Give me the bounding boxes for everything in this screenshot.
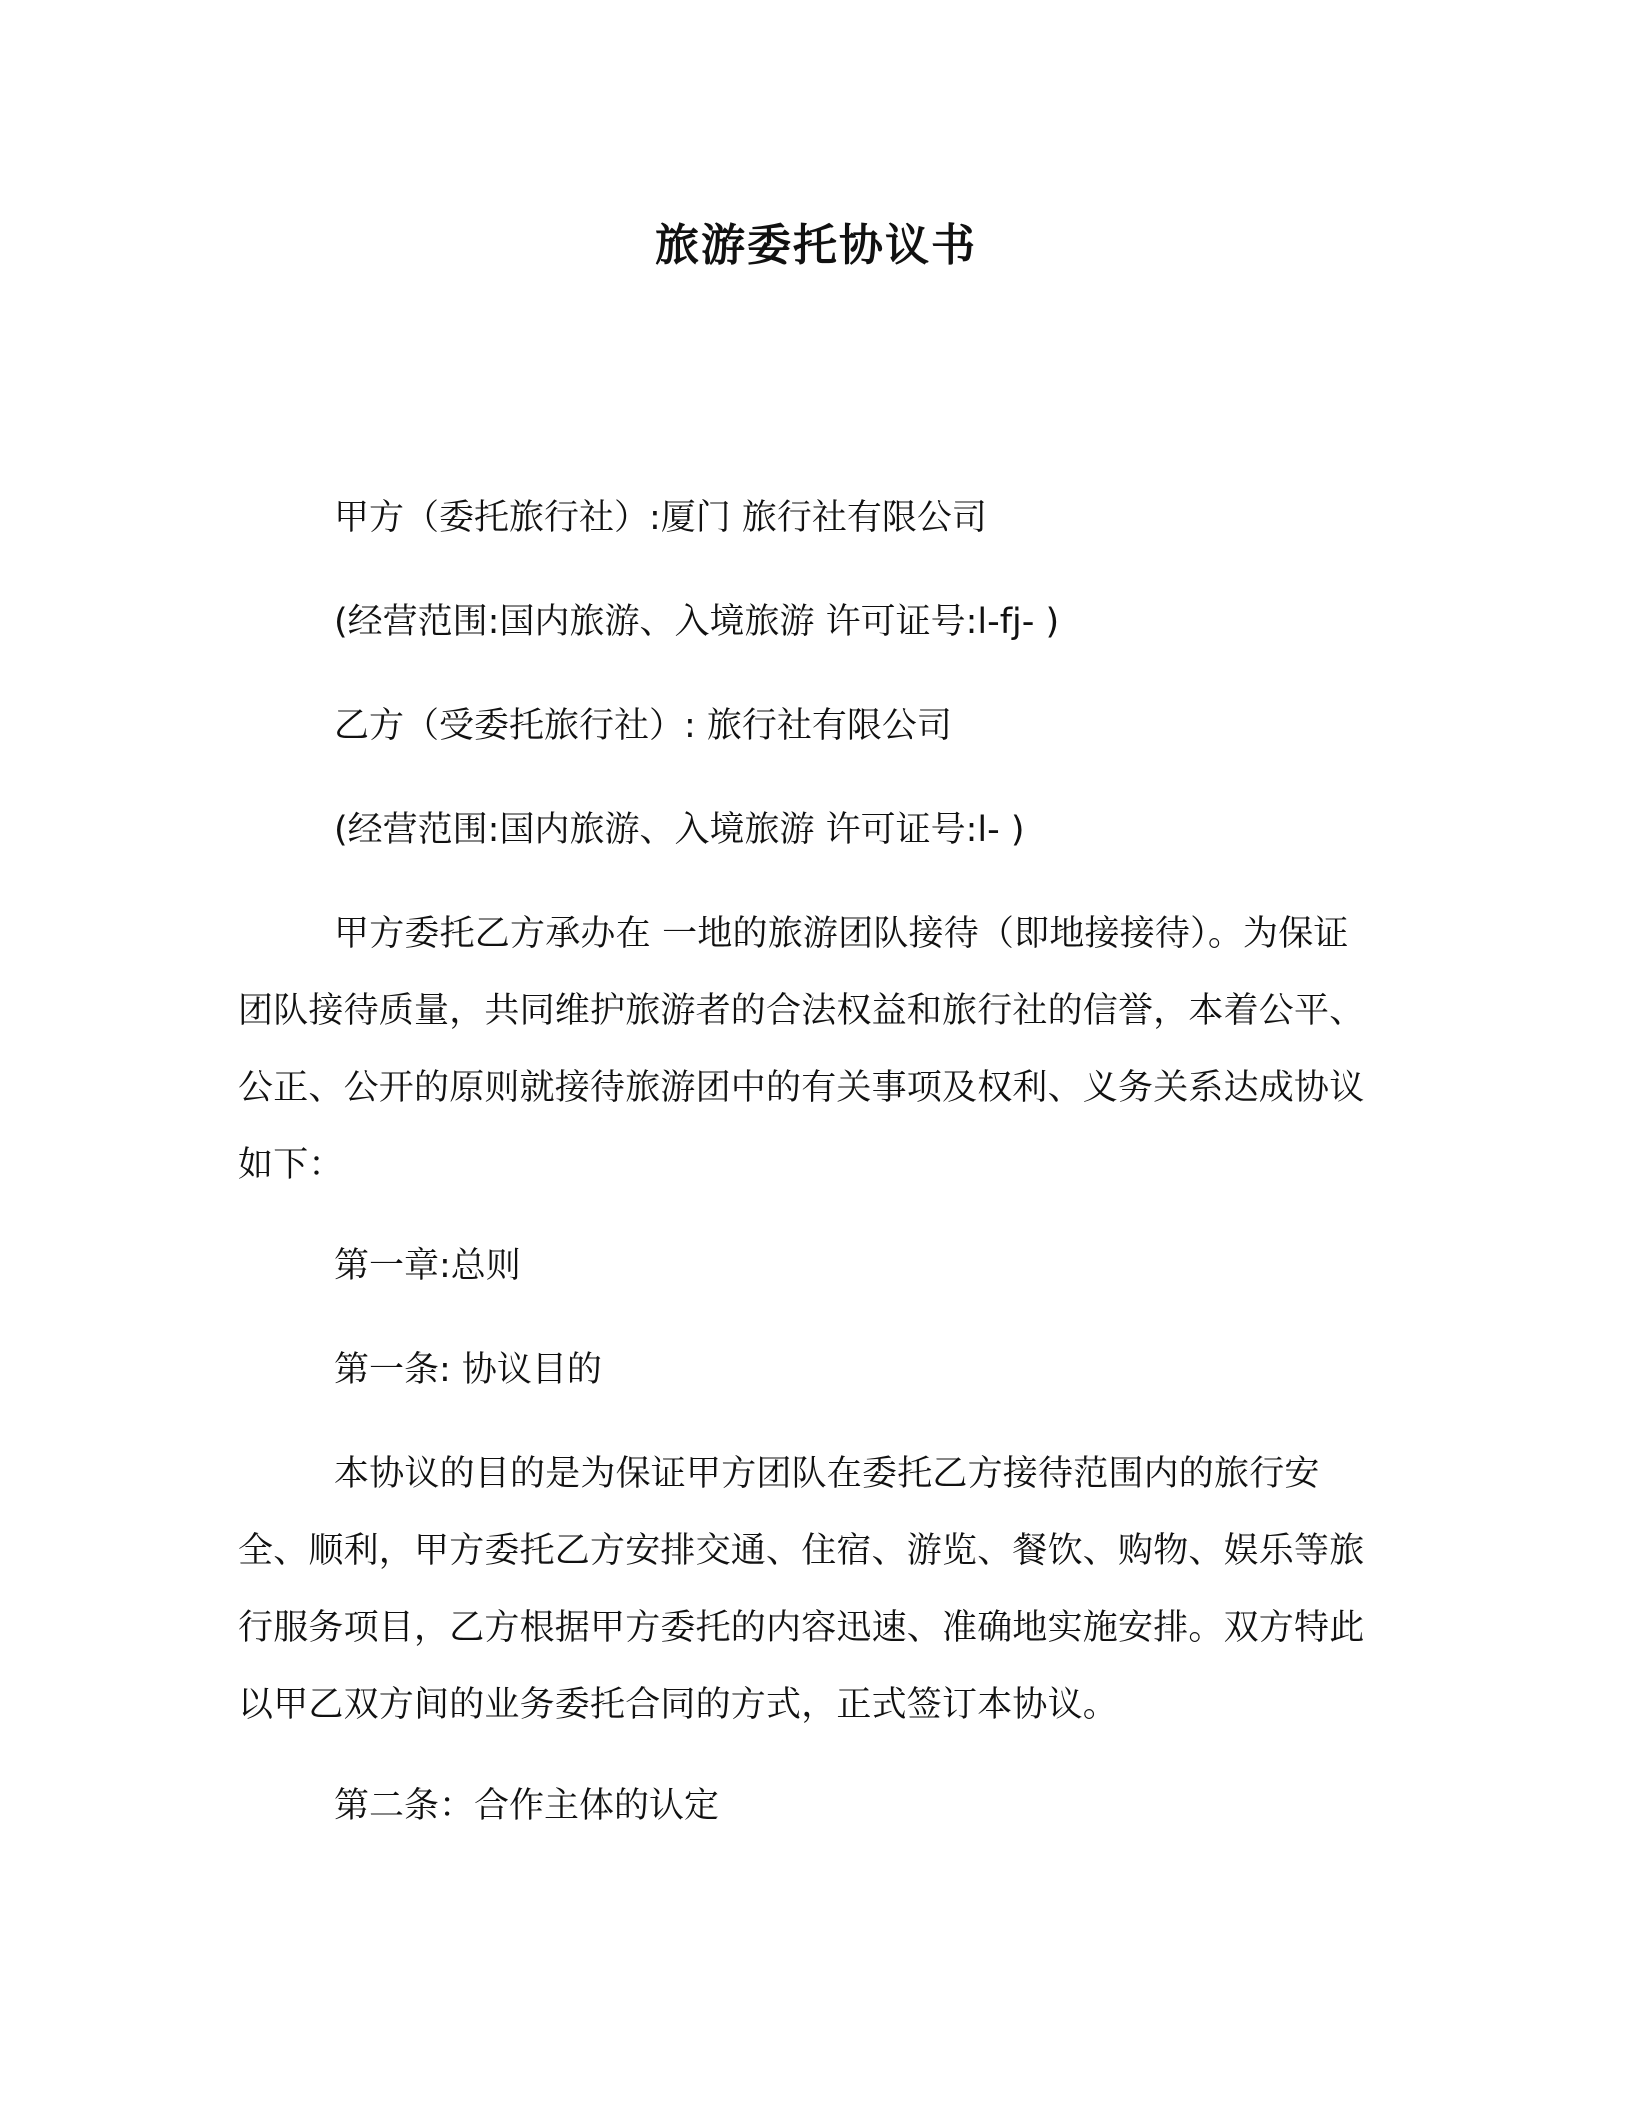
article-1-body: 本协议的目的是为保证甲方团队在委托乙方接待范围内的旅行安全、顺利，甲方委托乙方安排交通、住宿、游览、餐饮、购物、娱乐等旅行服务项目，乙方根据甲方委托的内容迅速、准确地实施安排。双方特此以甲乙双方间的业务委托合同的方式，正式签订本协议。 [238,1454,1365,1725]
party-b-line: 乙方（受委托旅行社）: 旅行社有限公司 [334,706,952,746]
article-1-heading: 第一条: 协议目的 [334,1350,602,1390]
chapter-1-heading: 第一章:总则 [334,1246,521,1286]
article-2-heading: 第二条：合作主体的认定 [334,1786,720,1826]
intro-paragraph: 甲方委托乙方承办在 一地的旅游团队接待（即地接接待）。为保证团队接待质量，共同维护旅游者的合法权益和旅行社的信誉，本着公平、公正、公开的原则就接待旅游团中的有关事项及权利、义务关系达成协议如下： [238,914,1365,1185]
party-a-scope-line: (经营范围:国内旅游、入境旅游 许可证号:l-fj- ) [334,602,1060,642]
party-b-scope-line: (经营范围:国内旅游、入境旅游 许可证号:l- ) [334,810,1025,850]
document-title: 旅游委托协议书 [655,220,977,271]
party-a-line: 甲方（委托旅行社）:厦门 旅行社有限公司 [334,498,987,538]
